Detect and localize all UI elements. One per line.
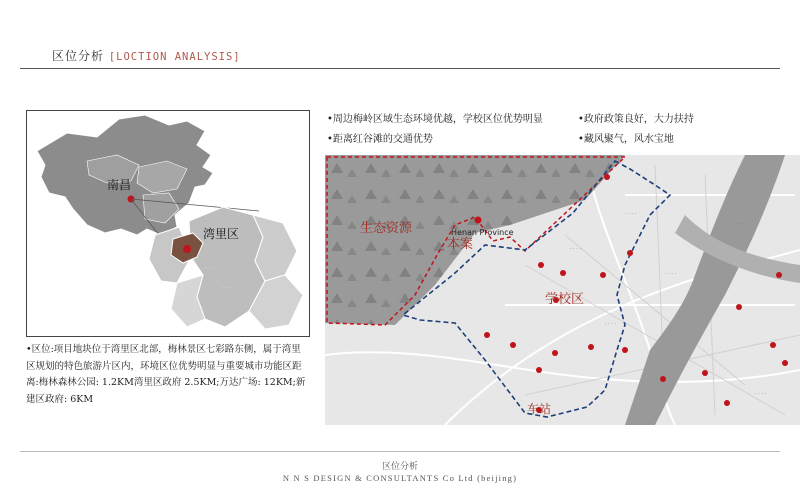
province-label: Henan Province: [451, 228, 514, 237]
bullet-policy: •政府政策良好，大力扶持: [578, 114, 694, 125]
bullet-eco-school: •周边梅岭区域生态环境优越，学校区位优势明显: [327, 114, 543, 125]
page-title-text: 区位分析: [52, 49, 105, 63]
nanchang-label: 南昌: [107, 178, 132, 192]
advantages-right: [578, 110, 694, 150]
project-label: 本案: [447, 237, 474, 252]
svg-text:· · · ·: · · · ·: [625, 211, 637, 217]
china-location-map-graphic: [27, 111, 309, 336]
area-map-graphic: [325, 155, 800, 425]
footer-title: 区位分析: [381, 462, 418, 472]
footer-company: N N S DESIGN & CONSULTANTS Co Ltd (beijing): [282, 473, 518, 483]
advantages-left: [327, 110, 543, 150]
svg-text:· · · ·: · · · ·: [570, 246, 582, 252]
svg-text:· · ·: · · ·: [205, 265, 213, 271]
bullet-traffic: •距离红谷滩的交通优势: [327, 134, 433, 145]
station-label: 车站: [527, 402, 552, 416]
china-location-map: [26, 110, 310, 337]
svg-text:· · ·: · · ·: [223, 285, 231, 291]
svg-text:· · · ·: · · · ·: [755, 391, 767, 397]
svg-text:· · · ·: · · · ·: [605, 321, 617, 327]
location-description: •区位:项目地块位于湾里区北部，梅林景区七彩路东侧，属于湾里区规划的特色旅游片区内，环境区位优势明显与重要城市功能区距离:梅林森林公园: 1.2KM湾里区政府 2.5KM;万达广场: 12KM;新建区政府: 6KM: [26, 344, 306, 405]
header-divider: [20, 68, 780, 69]
bullet-fengshui: •藏风聚气，风水宝地: [578, 134, 674, 145]
footer-divider: [20, 451, 780, 452]
svg-text:· · · ·: · · · ·: [735, 221, 747, 227]
eco-resource-label: 生态资源: [360, 221, 413, 236]
wanli-label: 湾里区: [203, 227, 240, 241]
school-zone-label: 学校区: [545, 292, 585, 307]
area-map: [325, 155, 800, 425]
page-title: [52, 47, 241, 64]
page-subtitle: [LOCTION ANALYSIS]: [108, 51, 241, 63]
svg-text:· · · ·: · · · ·: [665, 271, 677, 277]
